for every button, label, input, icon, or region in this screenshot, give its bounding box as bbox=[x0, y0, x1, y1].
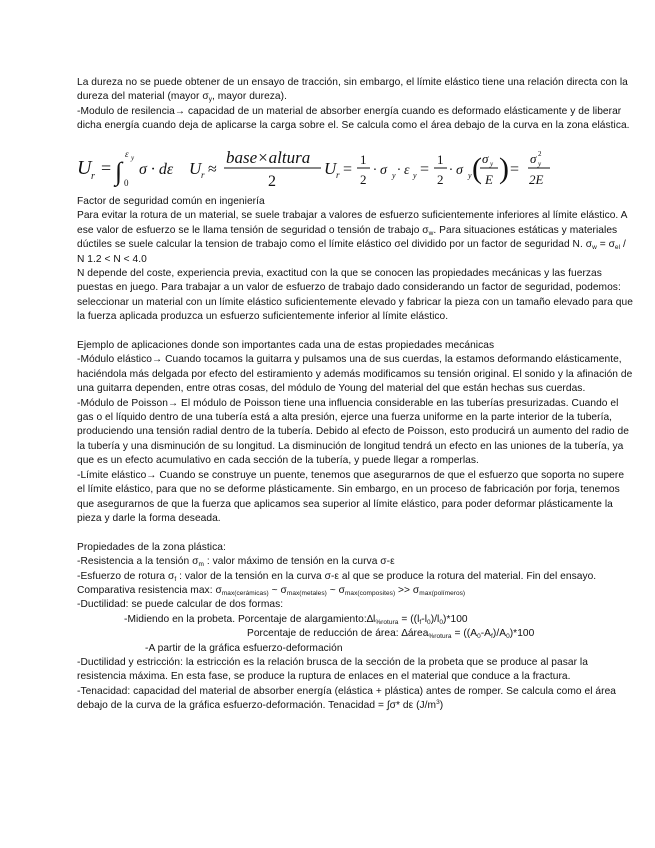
resilience-formula bbox=[77, 144, 544, 194]
term1-sub: y bbox=[392, 171, 396, 180]
paren-open: ( bbox=[472, 152, 482, 185]
subscript: el bbox=[614, 244, 621, 252]
n-paragraph: N depende del coste, experiencia previa, exactitud con la que se conocen las propiedades mecánicas y las fuerzas puestas en juego. Para trabajar a un valor de esfuerzo de trabajo dado considerando un factor de seguridad, podemos: seleccionar un material con un límite elástico suficientemente elevado y fabricar la pieza con un tamaño elevado para que la fuerza aplicada produzca un esfuerzo suficientemente inferior al límite elástico. bbox=[77, 268, 633, 323]
half1-den: 2 bbox=[360, 172, 367, 187]
resilencia-paragraph: -Modulo de resilencia→ capacidad de un material de absorber energía cuando es deformado elásticamente y de liberar dicha energía cuando deja de aplicarse la carga sobre el. Se calcula como el área debajo de la curva en la zona elástica. bbox=[77, 105, 630, 132]
term1b: · ε bbox=[397, 163, 410, 178]
grafica-line: -A partir de la gráfica esfuerzo-deformación bbox=[145, 642, 343, 654]
text: -Midiendo en la probeta. Porcentaje de alargamiento:∆l bbox=[124, 613, 376, 625]
safety-paragraph bbox=[77, 209, 633, 267]
subscript: max(composites) bbox=[344, 589, 396, 597]
safety-factor-block bbox=[77, 195, 633, 714]
superscript: 3 bbox=[436, 699, 440, 707]
subscript: 0 bbox=[477, 633, 481, 641]
int-upper: ε bbox=[125, 149, 129, 159]
half2-den: 2 bbox=[437, 172, 444, 187]
half1-num: 1 bbox=[360, 152, 367, 167]
text: . Para situaciones estáticas y materiales dúctiles se suele calcular la tension de trabajo como el límite elástico σel dividido por un factor de seguridad N. σ bbox=[77, 224, 618, 251]
term2: · σ bbox=[449, 163, 463, 178]
text: Comparativa resistencia max: σ bbox=[77, 584, 222, 596]
subscript: %rotura bbox=[375, 618, 399, 626]
text: )/A bbox=[492, 628, 507, 640]
subscript: max(cerámicas) bbox=[221, 589, 269, 597]
formula-eq: = bbox=[101, 158, 112, 178]
comparativa-line bbox=[77, 584, 633, 598]
subscript: max(polímeros) bbox=[419, 589, 466, 597]
reduccion-area-line bbox=[77, 627, 633, 641]
int-upper-sub: y bbox=[131, 154, 135, 162]
subscript: f bbox=[419, 618, 422, 626]
formula-u2: U bbox=[189, 159, 202, 178]
text: )*100 bbox=[443, 613, 468, 625]
tenacidad-paragraph bbox=[77, 685, 633, 714]
formula-eq2: = bbox=[343, 161, 353, 178]
spacer bbox=[77, 526, 633, 540]
text: Porcentaje de reducción de área: ∆área bbox=[247, 628, 429, 640]
text: La dureza no se puede obtener de un ensayo de tracción, sin embargo, el límite elástico tiene una relación directa con la dureza del material (mayor σ bbox=[77, 77, 628, 103]
formula-u3-sub: r bbox=[336, 170, 340, 180]
formula-svg-end bbox=[485, 144, 635, 194]
safety-heading: Factor de seguridad común en ingeniería bbox=[77, 196, 265, 207]
modulo-elastico-paragraph: -Módulo elástico→ Cuando tocamos la guitarra y pulsamos una de sus cuerdas, la estamos deformando elásticamente, haciéndola más delgada por efecto del estiramiento y además modificamos su tensión original. El sonido y la afinación de una guitarra dependen, entre otras cosas, del módulo de Young del material del que están hechas sus cuerdas. bbox=[77, 354, 633, 395]
paren-close: ) bbox=[499, 152, 509, 185]
subscript: f bbox=[174, 575, 177, 583]
text: ~ σ bbox=[326, 584, 345, 596]
text: -Resistencia a la tensión σ bbox=[77, 556, 199, 568]
term1: · σ bbox=[373, 163, 387, 178]
subscript: 0 bbox=[427, 618, 431, 626]
text: ) bbox=[439, 700, 444, 712]
limite-elastico-paragraph: -Límite elástico→ Cuando se construye un puente, tenemos que asegurarnos de que el esfuerzo que soporta no supere el límite elástico, para que no se deforme plásticamente. Sin embargo, en un proceso de fabricación por forja, tenemos que asegurarnos de que la fuerza que aplicamos sea superior al límite elástico, para poder deformar plásticamente la pieza y darle la forma deseada. bbox=[77, 469, 625, 524]
text: -l bbox=[421, 613, 428, 625]
formula-u-sub: r bbox=[91, 171, 95, 182]
dureza-paragraph bbox=[77, 76, 633, 105]
subscript: 0 bbox=[439, 618, 444, 626]
intro-block bbox=[77, 76, 633, 134]
text: -A bbox=[480, 628, 492, 640]
text: -Tenacidad: capacidad del material de absorber energía (elástica + plástica) antes de romper. Se calcula como el área debajo de la curva de la gráfica esfuerzo-deformación. Tenacidad = ∫σ* dε (J/m bbox=[77, 685, 617, 712]
subscript: m bbox=[198, 561, 204, 569]
subscript: 0 bbox=[506, 633, 510, 641]
half2-num: 1 bbox=[437, 152, 444, 167]
subscript: max(metales) bbox=[286, 589, 327, 597]
final-num-sub: y bbox=[538, 160, 542, 168]
text: )*100 bbox=[509, 628, 535, 640]
spacer bbox=[77, 325, 633, 339]
formula-u3: U bbox=[324, 159, 337, 178]
final-num: σ bbox=[530, 151, 537, 166]
plastic-heading: Propiedades de la zona plástica: bbox=[77, 541, 226, 553]
integral-sign: ∫ bbox=[115, 157, 123, 186]
subscript: w bbox=[428, 229, 434, 237]
text: : valor máximo de tensión en la curva σ-ε bbox=[203, 556, 395, 568]
text: : valor de la tensión en la curva σ-ε al que se produce la rotura del material. Fin del ensayo. bbox=[176, 570, 597, 582]
final-den: 2E bbox=[529, 172, 544, 187]
paren-num-sub: y bbox=[490, 160, 494, 168]
esfuerzo-rotura-line bbox=[77, 570, 633, 584]
text: )/l bbox=[430, 613, 440, 625]
formula-approx: ≈ bbox=[208, 161, 217, 178]
subscript: w bbox=[592, 244, 597, 252]
formula-u2-sub: r bbox=[201, 170, 205, 180]
text: = ((l bbox=[398, 613, 420, 625]
text: = σ bbox=[596, 239, 615, 251]
modulo-poisson-paragraph: -Módulo de Poisson→ El módulo de Poisson tiene una influencia considerable en las tuberías presurizadas. Cuando el gas o el líquido dentro de una tubería está a alta presión, ejerce una fuerza uniforme en la parte interior de la tubería, produciendo una tensión radial dentro de la tubería. Debido al efecto de Poisson, esto producirá un aumento del radio de la tubería y una disminución de su longitud. La disminución de longitud tendrá un efecto en las uniones de la tubería, ya que es un efecto acumulativo en cada sección de la tubería, y puede llegar a romperlas. bbox=[77, 397, 629, 467]
term2-sub: y bbox=[468, 171, 472, 180]
final-num-sup: 2 bbox=[538, 150, 542, 158]
text: >> σ bbox=[395, 584, 420, 596]
subscript: y bbox=[208, 96, 212, 104]
text: Para evitar la rotura de un material, se suele trabajar a valores de esfuerzo suficientemente inferiores al límite elástico. A ese valor de esfuerzo se le llama tensión de seguridad o tensión de trabajo σ bbox=[77, 210, 627, 236]
subscript: %rotura bbox=[428, 633, 452, 641]
ductilidad-line: -Ductilidad: se puede calcular de dos formas: bbox=[77, 599, 284, 611]
formula-eq4: = bbox=[510, 161, 520, 178]
paren-den: E bbox=[485, 172, 493, 187]
text: ~ σ bbox=[268, 584, 287, 596]
text: = ((A bbox=[451, 628, 478, 640]
estriccion-paragraph: -Ductilidad y estricción: la estricción es la relación brusca de la sección de la probeta que se produce al pasar la resistencia máxima. En esta fase, se produce la ruptura de enlaces en el material que conduce a la fractura. bbox=[77, 656, 588, 683]
text: , mayor dureza). bbox=[212, 91, 287, 103]
resistencia-line bbox=[77, 555, 633, 569]
examples-heading: Ejemplo de aplicaciones donde son importantes cada una de estas propiedades mecánicas bbox=[77, 340, 495, 352]
formula-eq3: = bbox=[420, 161, 430, 178]
formula-u: U bbox=[77, 157, 92, 179]
alargamiento-line bbox=[77, 613, 633, 627]
int-lower: 0 bbox=[124, 178, 129, 188]
formula-svg bbox=[77, 144, 497, 194]
frac1-num: base×altura bbox=[226, 148, 311, 167]
text: -Esfuerzo de rotura σ bbox=[77, 570, 175, 582]
paren-num: σ bbox=[482, 151, 489, 166]
integrand: σ · dε bbox=[139, 161, 174, 178]
subscript: f bbox=[491, 633, 493, 641]
term1b-sub: y bbox=[413, 171, 417, 180]
frac1-den: 2 bbox=[268, 173, 276, 190]
text: / N 1.2 < N < 4.0 bbox=[77, 239, 626, 265]
